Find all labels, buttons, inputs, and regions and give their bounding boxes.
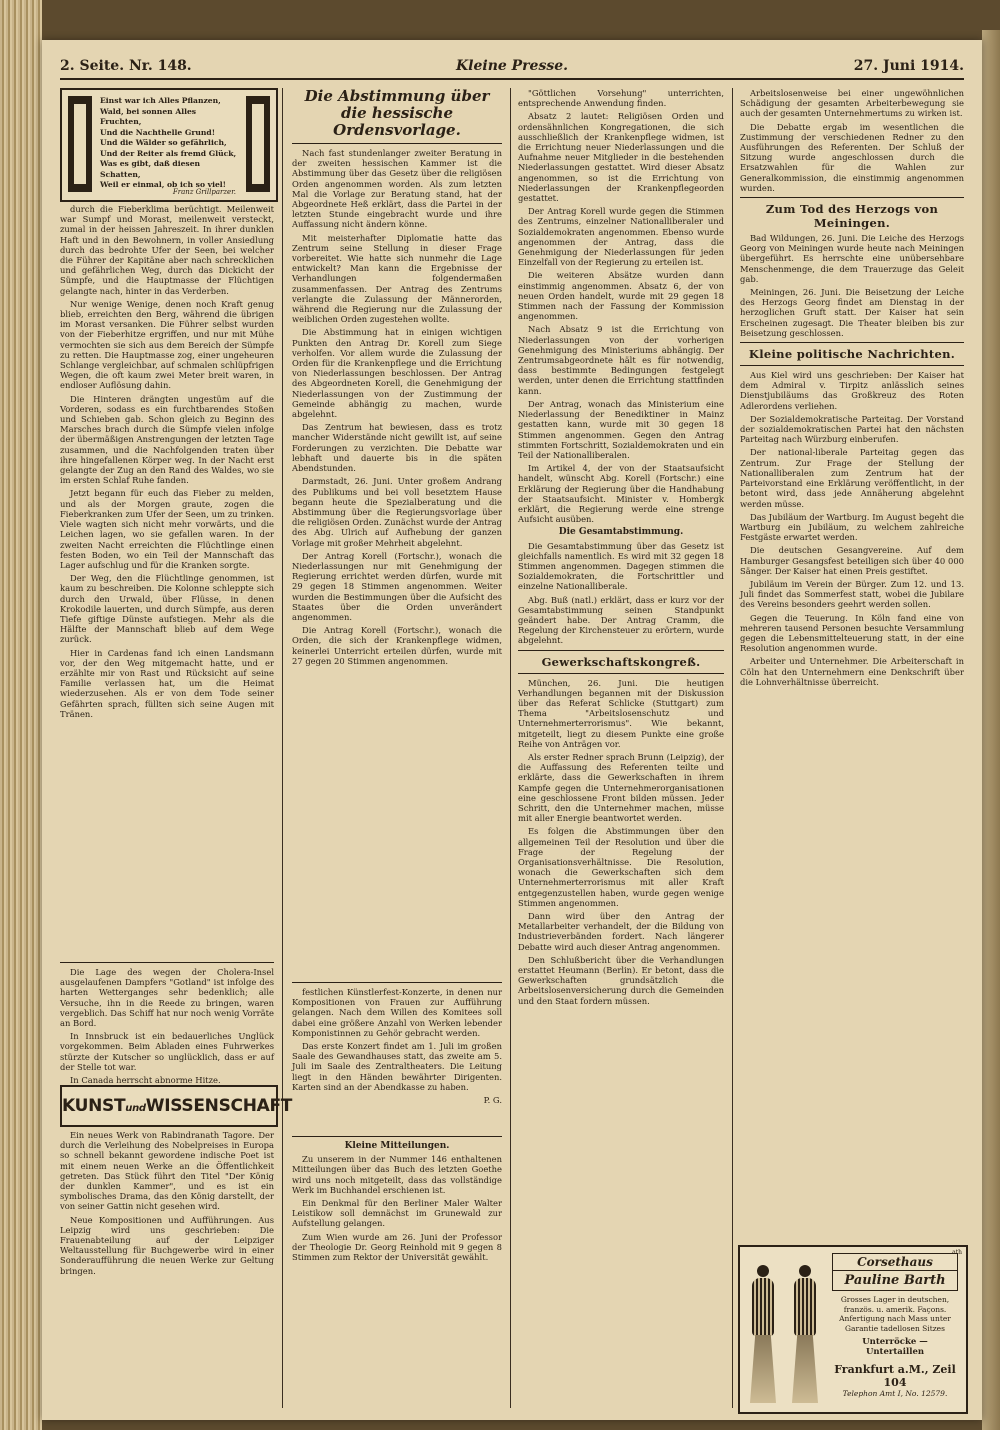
divider xyxy=(740,197,964,198)
ad-shop-type: Corsethaus xyxy=(832,1253,958,1271)
ad-description: Grosses Lager in deutschen, französ. u. amerik. Façons. Anfertigung nach Mass unter Garantie tadellosen Sitzes xyxy=(839,1295,951,1333)
poem-line: Und die Wälder so gefährlich, xyxy=(100,138,227,147)
paragraph: Darmstadt, 26. Juni. Unter großem Andrang des Publikums und bei voll besetztem Hause begann heute die Spezialberatung und die Abstimmung über die Regierungsvorlage über die religiösen Orden. Zunächst wurde der Antrag des Abg. Ulrich auf Aufhebung der ganzen Vorlage mit großer Mehrheit abgelehnt. xyxy=(292,476,502,548)
paragraph: Meiningen, 26. Juni. Die Beisetzung der Leiche des Herzogs Georg findet am Dienstag in der herzoglichen Gruft statt. Der Kaiser hat sein Erscheinen zugesagt. Die Theater bleiben bis zur Beisetzung geschlossen. xyxy=(740,287,964,338)
book-page-stack xyxy=(0,0,42,1430)
paragraph: Der Antrag Korell wurde gegen die Stimmen des Zentrums, einzelner Nationalliberaler und Sozialdemokraten angenommen. Ebenso wurde angenommen der Antrag, dass die Genehmigung der Niederlassungen für jeden Einzelfall von der Regierung zu erteilen ist. xyxy=(518,206,724,268)
paragraph: Absatz 2 lautet: Religiösen Orden und ordensähnlichen Kongregationen, die sich ausschließlich der Krankenpflege widmen, ist die Errichtung neuer Niederlassungen und die Aufnahme neuer Mitglieder in die bestehenden Niederlassungen gestattet. Wird dieser Absatz angenommen, so ist die Errichtung von Niederlassungen der Krankenpflegeorden gestattet. xyxy=(518,111,724,204)
paragraph: Zum Wien wurde am 26. Juni der Professor der Theologie Dr. Georg Reinhold mit 9 gegen 8 Stimmen zum Rektor der Universität gewählt. xyxy=(292,1231,502,1263)
issue-date: 27. Juni 1914. xyxy=(853,58,964,74)
paragraph: Ein neues Werk von Rabindranath Tagore. Der durch die Verleihung des Nobelpreises in Europa so schnell bekannt gewordene indische Poet ist mit einem neuen Werke an die Öffentlichkeit getreten. Das Stück führt den Titel "Der König der dunklen Kammer", und es ist ein symbolisches Drama, das den König darstellt, der von seiner Gattin nicht gesehen wird. xyxy=(60,1130,274,1212)
paragraph: Die Hinteren drängten ungestüm auf die Vorderen, sodass es ein furchtbarendes Stoßen und Schieben gab. Schon gleich zu Beginn des Marsches brach durch die Sümpfe vielen infolge der übermäßigen Anstrengungen der letzten Tage zusammen, und die Nachfolgenden traten über ihre hingefallenen Körper weg. In der Nacht erst gelangte der Zug an den Rand des Waldes, wo sie im ersten Schlaf Ruhe fanden. xyxy=(60,393,274,486)
corset-figure-icon xyxy=(750,1265,776,1403)
paragraph: Nur wenige Wenige, denen noch Kraft genug blieb, erreichten den Berg, während die übrigen im Morast versanken. Die Führer selbst wurden von der Fieberhitze ergriffen, und nur mit Mühe vermochten sie sich aus dem Bereich der Sümpfe zu retten. Die Hauptmasse zog, einer ungeheuren Schlange vergleichbar, auf schmalen schlüpfrigen Wegen, die oft kaum zwei Meter breit waren, in endloser Auflösung dahin. xyxy=(60,298,274,391)
corset-advertisement xyxy=(738,1245,968,1414)
paragraph: Ein Denkmal für den Berliner Maler Walter Leistikow soll demnächst im Grunewald zur Aufstellung gelangen. xyxy=(292,1198,502,1229)
divider xyxy=(518,673,724,674)
page-header xyxy=(60,56,964,80)
paragraph: Den Schlußbericht über die Verhandlungen erstattet Heumann (Berlin). Er betont, dass die Gewerkschaften grundsätzlich die Arbeitslosenversicherung durch die Gemeinden und den Staat fordern müssen. xyxy=(518,954,724,1006)
ornament-frame-icon xyxy=(68,96,92,192)
paragraph: Der Weg, den die Flüchtlinge genommen, ist kaum zu beschreiben. Die Kolonne schleppte sich durch den Urwald, über Flüsse, in denen Krokodile lauerten, und durch Sümpfe, aus deren Tiefe giftige Dünste aufstiegen. Mehr als die Hälfte der Mannschaft blieb auf dem Wege zurück. xyxy=(60,573,274,645)
paragraph: Das Zentrum hat bewiesen, dass es trotz mancher Widerstände nicht gewillt ist, auf seine Forderungen zu verzichten. Die Debatte war lebhaft und dauerte bis in die späten Abendstunden. xyxy=(292,422,502,474)
paragraph: Als erster Redner sprach Brunn (Leipzig), der die Auffassung des Referenten teilte und erklärte, dass die Gewerkschaften in ihrem Kampfe gegen die Unternehmerorganisationen eine geschlossene Front bilden müssen. Jeder Schritt, den die Unternehmer machen, müsse mit aller Energie beantwortet werden. xyxy=(518,751,724,824)
paragraph: Es folgen die Abstimmungen über den allgemeinen Teil der Resolution und über die Frage der Regelung der Organisationsverhältnisse. Die Resolution, wonach die Gewerkschaften sich dem Unternehmerterrorismus mit aller Kraft entgegenzustellen haben, wurde gegen wenige Stimmen angenommen. xyxy=(518,826,724,908)
paragraph: Hier in Cardenas fand ich einen Landsmann vor, der den Weg mitgemacht hatte, und er erzählte mir von Rast und Rücksicht auf seine Familie verlassen hat, um die Heimat wiederzusehen. Als er von dem Tode seiner Gefährten sprach, füllten sich seine Augen mit Tränen. xyxy=(60,647,274,719)
paragraph: Die deutschen Gesangvereine. Auf dem Hamburger Gesangsfest beteiligen sich über 40 000 Sänger. Der Kaiser hat einen Preis gestiftet. xyxy=(740,545,964,576)
column-rule xyxy=(732,88,733,1408)
column-4-article xyxy=(740,88,964,1238)
title-line: Die Abstimmung über xyxy=(304,87,490,105)
article-title xyxy=(292,88,502,139)
paragraph: Arbeiter und Unternehmer. Die Arbeiterschaft in Cöln hat den Unternehmern eine Denkschrift über die Lohnverhältnisse überreicht. xyxy=(740,656,964,687)
paragraph: Die Lage des wegen der Cholera-Insel ausgelaufenen Dampfers "Gotland" ist infolge des harten Wetterganges sehr bedenklich; alle Versuche, ihn in die Reede zu bringen, waren vergeblich. Das Schiff hat nur noch wenig Vorräte an Bord. xyxy=(60,967,274,1029)
ad-shop-name: Pauline Barth xyxy=(832,1271,958,1291)
paragraph: Nach Absatz 9 ist die Errichtung von Niederlassungen von der vorherigen Genehmigung des Ministeriums abhängig. Der Zentrumsabgeordnete hält es für notwendig, dass bestimmte Bedingungen festgelegt werden, unter denen die Errichtung stattfinden kann. xyxy=(518,324,724,396)
paragraph: Mit meisterhafter Diplomatie hatte das Zentrum seine Stellung in dieser Frage vorbereitet. Wie hatte sich nunmehr die Lage entwickelt? Man kann die Ergebnisse der Verhandlungen folgendermaßen zusammenfassen. Der Antrag des Zentrums verlangte die Zulassung der Männerorden, während die Regierung nur die Zulassung der weiblichen Orden zugestehen wollte. xyxy=(292,232,502,325)
column-1-news xyxy=(60,958,274,1086)
paragraph: Aus Kiel wird uns geschrieben: Der Kaiser hat dem Admiral v. Tirpitz anlässlich seines Dienstjubiläums das Großkreuz des Roten Adlerordens verliehen. xyxy=(740,370,964,411)
banner-word: und xyxy=(125,1103,146,1114)
column-2-concert-article xyxy=(292,978,502,1128)
section-heading: Kleine Mitteilungen. xyxy=(344,1141,450,1151)
paragraph: Jubiläum im Verein der Bürger. Zum 12. und 13. Juli findet das Sommerfest statt, wobei die Jubilare des Vereins besonders geehrt werden sollen. xyxy=(740,578,964,610)
poem-line: Wald, bei sonnen Alles Fruchten, xyxy=(100,106,197,126)
facing-page-edge xyxy=(982,30,1000,1430)
poem-line: Und der Reiter als fremd Glück, xyxy=(100,148,237,158)
divider xyxy=(292,982,502,983)
paragraph: In Innsbruck ist ein bedauerliches Unglück vorgekommen. Beim Abladen eines Fuhrwerkes stürzte der Kutscher so unglücklich, dass er auf der Stelle tot war. xyxy=(60,1031,274,1072)
column-3-article xyxy=(518,88,724,1408)
paragraph: Der Antrag Korell (Fortschr.), wonach die Niederlassungen nur mit Genehmigung der Regierung errichtet werden dürfen, wurde mit 29 gegen 18 Stimmen angenommen. Weiter wurden die Bestimmungen über die Aufsicht des Staates über die Orden unverändert angenommen. xyxy=(292,550,502,622)
paragraph: Dann wird über den Antrag der Metallarbeiter verhandelt, der die Bildung von Industrieverbänden fordert. Nach längerer Debatte wird auch dieser Antrag angenommen. xyxy=(518,911,724,952)
paragraph: Abg. Buß (natl.) erklärt, dass er kurz vor der Gesamtabstimmung seinen Standpunkt geändert habe. Der Antrag Cramm, die Regelung der Kirchensteuer zu erörtern, wurde abgelehnt. xyxy=(518,594,724,646)
section-heading: Kleine politische Nachrichten. xyxy=(748,347,956,362)
banner-word: WISSENSCHAFT xyxy=(145,1096,293,1116)
paragraph: Bad Wildungen, 26. Juni. Die Leiche des Herzogs Georg von Meiningen wurde heute nach Meiningen übergeführt. Es herrschte eine unübersehbare Menschenmenge, die dem Trauerzuge das Geleit gab. xyxy=(740,233,964,284)
title-line: die hessische Ordensvorlage. xyxy=(333,104,461,139)
ad-corner-text: ath xyxy=(952,1249,962,1256)
newspaper-page xyxy=(42,40,982,1420)
column-2-article xyxy=(292,88,502,968)
paragraph: "Göttlichen Vorsehung" unterrichten, entsprechende Anwendung finden. xyxy=(518,88,724,109)
divider xyxy=(740,365,964,366)
ad-items: Unterröcke — Untertaillen xyxy=(862,1337,928,1357)
paragraph: Der Sozialdemokratische Parteitag. Der Vorstand der sozialdemokratischen Partei hat den nächsten Parteitag nach Würzburg einberufen. xyxy=(740,413,964,445)
poem-line: Was es gibt, daß diesen Schatten, xyxy=(100,159,201,179)
ad-phone: Telephon Amt I, No. 12579. xyxy=(842,1389,948,1398)
paragraph: Im Artikel 4, der von der Staatsaufsicht handelt, wünscht Abg. Korell (Fortschr.) eine Erklärung der Regierung über die Handhabung der Staatsaufsicht. Minister v. Hombergk erklärt, die Regierung werde eine strenge Aufsicht ausüben. xyxy=(518,463,724,525)
paragraph: durch die Fieberklima berüchtigt. Meilenweit war Sumpf und Morast, meilenweit versteckt, zumal in der heissen Jahreszeit. In ihrer dunklen Haft und in den Bewohnern, in voller Ansiedlung durch das bedrohte Ufer der Seen, bei welcher die Führer der Kapitäne aber nach schrecklichen und gefährlichen Weg, durch das Dickicht der Sümpfe, und die Hauptmasse der Flüchtigen gelangte nach, hinter in das Verderben. xyxy=(60,204,274,296)
column-rule xyxy=(510,88,511,1408)
paragraph: Der national-liberale Parteitag gegen das Zentrum. Zur Frage der Stellung der Nationalliberalen zum Zentrum hat der Parteivorstand eine Erklärung veröffentlicht, in der betont wird, dass jede Annäherung abgelehnt werden müsse. xyxy=(740,447,964,509)
paragraph: Jetzt begann für euch das Fieber zu melden, und als der Morgen graute, zogen die Fieberkranken zum Ufer der Seen, um zu trinken. Viele wagten sich nicht mehr vorwärts, und die Leichen lagen, wo sie gefallen waren. In der zweiten Nacht erreichten die Flüchtlinge einen festen Boden, wo ein Teil der Mannschaft das Lager aufschlug und für die Kranken sorgte. xyxy=(60,488,274,570)
banner-word: KUNST xyxy=(62,1096,126,1116)
paragraph: Das Jubiläum der Wartburg. Im August begeht die Wartburg ein Jubiläum, zu welchem zahlreiche Festgäste erwartet werden. xyxy=(740,511,964,543)
paragraph: Nach fast stundenlanger zweiter Beratung in der zweiten hessischen Kammer ist die Abstimmung über das Gesetz über die religiösen Orden angenommen worden. Als zum letzten Mal die Vorlage zur Beratung stand, hat der Abgeordnete Heß erklärt, dass die Partei in der letzten Stunde eingebracht wurde und ihre Auffassung nicht ändern könne. xyxy=(292,148,502,230)
poem-line: Weil er einmal, ob ich so viel! xyxy=(100,180,227,189)
ornament-frame-icon xyxy=(246,96,270,192)
paragraph: Der Antrag, wonach das Ministerium eine Niederlassung der Benediktiner in Mainz gestatten kann, wurde mit 30 gegen 18 Stimmen angenommen. Gegen den Antrag stimmten Fortschritt, Sozialdemokraten und ein Teil der Nationalliberalen. xyxy=(518,398,724,460)
kunst-wissenschaft-banner xyxy=(60,1085,293,1127)
paragraph: Gegen die Teuerung. In Köln fand eine von mehreren tausend Personen besuchte Versammlung gegen die Lebensmittelteuerung statt, in der eine Resolution angenommen wurde. xyxy=(740,612,964,654)
poem-box xyxy=(60,88,278,202)
poem-line: Und die Nachthelle Grund! xyxy=(100,127,216,137)
paragraph: Die Gesamtabstimmung über das Gesetz ist gleichfalls namentlich. Es wird mit 32 gegen 18 Stimmen angenommen. Dagegen stimmen die Sozialdemokraten, die Fortschrittler und einzelne Nationalliberale. xyxy=(518,540,724,592)
section-heading: Die Gesamtabstimmung. xyxy=(558,527,684,538)
page-number: 2. Seite. Nr. 148. xyxy=(60,58,192,74)
poem-line: Einst war ich Alles Pflanzen, xyxy=(100,96,221,105)
divider xyxy=(292,1136,502,1137)
paragraph: Die Abstimmung hat in einigen wichtigen Punkten den Antrag Dr. Korell zum Siege verholfen. Vor allem wurde die Zulassung der Orden für die Krankenpflege und die Errichtung von Niederlassungen beschlossen. Der Antrag des Abgeordneten Korell, die Genehmigung der Niederlassungen von der Zustimmung der Gemeinde abhängig zu machen, wurde abgelehnt. xyxy=(292,327,502,420)
poem-text xyxy=(100,96,238,191)
paragraph: Arbeitslosenweise bei einer ungewöhnlichen Schädigung der gesamten Arbeiterbewegung sie auch der gesamten Unternehmertums zu wirken ist. xyxy=(740,88,964,119)
paragraph: Neue Kompositionen und Aufführungen. Aus Leipzig wird uns geschrieben: Die Frauenabteilung auf der Leipziger Weltausstellung für Buchgewerbe wird in einer Sonderaufführung die neuen Werke zur Geltung bringen. xyxy=(60,1214,274,1276)
paragraph: Das erste Konzert findet am 1. Juli im großen Saale des Gewandhauses statt, das zweite am 5. Juli im Saale des Zentraltheaters. Die Leitung liegt in den Händen bewährter Dirigenten. Karten sind an der Abendkasse zu haben. xyxy=(292,1041,502,1092)
section-heading: Zum Tod des Herzogs von Meiningen. xyxy=(765,202,939,231)
section-heading: Gewerkschaftskongreß. xyxy=(541,654,701,669)
column-2-kleine-mitteilungen xyxy=(292,1132,502,1410)
column-1-kunst-article xyxy=(60,1130,274,1410)
divider xyxy=(518,650,724,651)
paragraph: In Canada herrscht abnorme Hitze. xyxy=(70,1075,221,1086)
paragraph: festlichen Künstlerfest-Konzerte, in denen nur Kompositionen von Frauen zur Aufführung gelangen. Nach dem Willen des Komitees soll dabei eine größere Anzahl von Werken lebender Komponistinnen zu Gehör gebracht werden. xyxy=(292,987,502,1038)
masthead-title: Kleine Presse. xyxy=(455,58,569,74)
divider xyxy=(60,962,274,963)
column-1-article xyxy=(60,204,274,904)
paragraph: Die Debatte ergab im wesentlichen die Zustimmung der verschiedenen Redner zu den Ausführungen des Referenten. Der Schluß der Sitzung wurde angeschlossen durch die Ersatzwahlen für die Wahlen zur Generalkommission, die einstimmig angenommen wurden. xyxy=(740,121,964,193)
corset-figure-icon xyxy=(792,1265,818,1403)
poem-author: Franz Grillparzer. xyxy=(172,188,236,196)
paragraph: Die weiteren Absätze wurden dann einstimmig angenommen. Absatz 6, der von neuen Orden handelt, wurde mit 29 gegen 18 Stimmen nach der Fassung der Kommission angenommen. xyxy=(518,270,724,322)
ad-address: Frankfurt a.M., Zeil 104 xyxy=(834,1363,956,1389)
divider xyxy=(740,342,964,343)
paragraph: München, 26. Juni. Die heutigen Verhandlungen begannen mit der Diskussion über das Referat Schlicke (Stuttgart) zum Thema "Arbeitslosenschutz und Unternehmerterrorismus". Wie bekannt, mitgeteilt, liegt zu diesem Punkte eine große Reihe von Anträgen vor. xyxy=(518,677,724,749)
ad-text xyxy=(832,1253,958,1398)
paragraph: Die Antrag Korell (Fortschr.), wonach die Orden, die sich der Krankenpflege widmen, keinerlei Unterricht erteilen dürfen, wurde mit 27 gegen 20 Stimmen angenommen. xyxy=(292,625,502,666)
column-rule xyxy=(282,88,283,1408)
paragraph: Zu unserem in der Nummer 146 enthaltenen Mitteilungen über das Buch des letzten Goethe wird uns noch mitgeteilt, dass das vollständige Werk im Buchhandel erschienen ist. xyxy=(292,1154,502,1195)
signature: P. G. xyxy=(483,1095,502,1106)
divider xyxy=(292,143,502,144)
